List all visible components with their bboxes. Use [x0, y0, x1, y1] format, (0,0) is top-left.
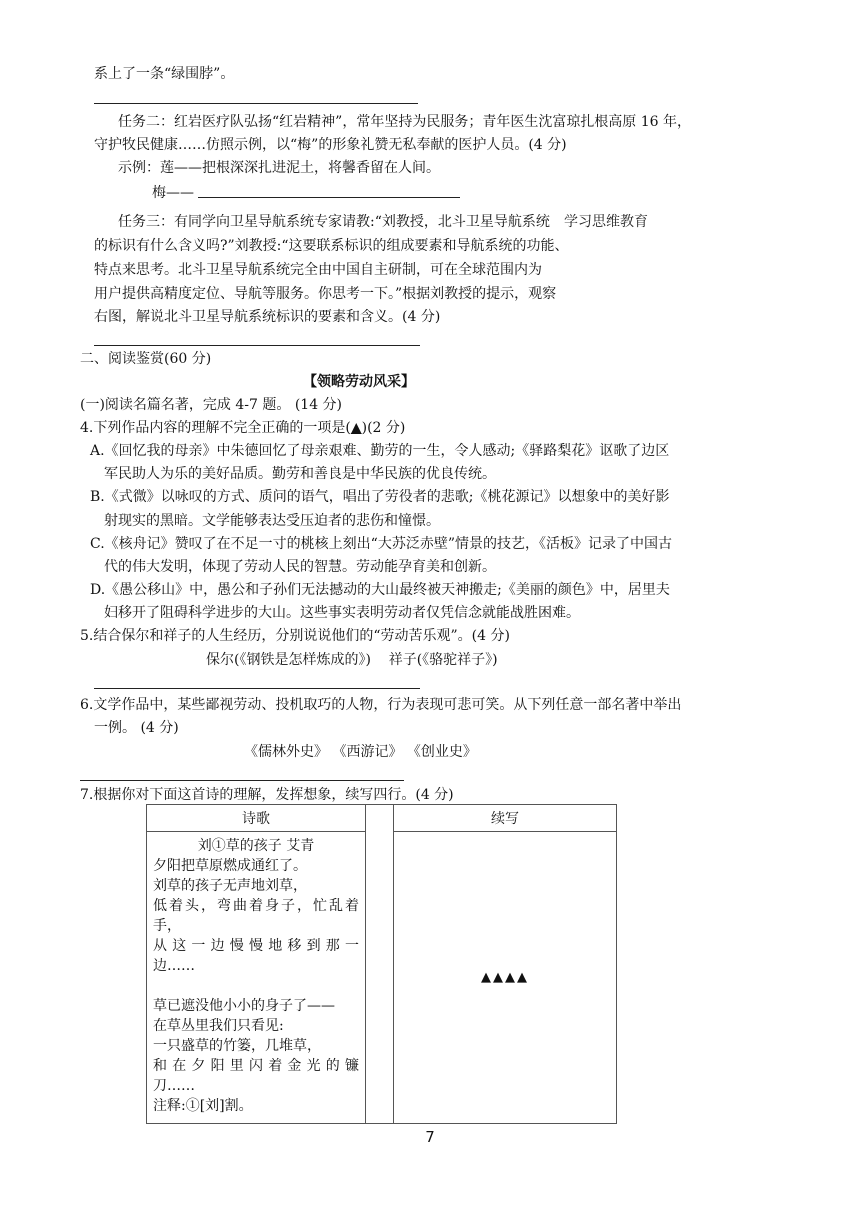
q4-option-d-cont: 妇移开了阻碍科学进步的大山。这些事实表明劳动者仅凭信念就能战胜困难。 — [104, 605, 580, 621]
table-spacer — [366, 805, 394, 1124]
poem-line: 边…… — [153, 958, 195, 974]
q4-option-c-cont: 代的伟大发明，体现了劳动人民的智慧。劳动能孕育美和创新。 — [104, 559, 496, 575]
q4-option-c: C.《核舟记》赞叹了在不足一寸的桃核上刻出“大苏泛赤壁”情景的技艺，《活板》记录了中国古 — [90, 536, 672, 552]
task3-line1: 任务三：有同学向卫星导航系统专家请教:“刘教授，北斗卫星导航系统 — [118, 214, 550, 230]
poem-line: 夕阳把草原燃成通红了。 — [153, 858, 307, 874]
task3-line5: 右图，解说北斗卫星导航系统标识的要素和含义。(4 分) — [94, 309, 441, 325]
q5-stem: 5.结合保尔和祥子的人生经历，分别说说他们的“劳动苦乐观”。(4 分) — [80, 628, 510, 644]
q4-stem — [80, 418, 405, 438]
continue-writing-cell[interactable] — [394, 832, 617, 1124]
poem-line: 刀…… — [153, 1078, 195, 1094]
section-theme: 【领略劳动风采】 — [303, 374, 415, 390]
poem-title: 刘①草的孩子 艾青 — [197, 838, 315, 854]
poem-line: 低着头，弯曲着身子，忙乱着 — [153, 898, 359, 914]
answer-line — [94, 345, 420, 346]
q6-stem-cont: 一例。 (4 分) — [94, 720, 179, 736]
watermark-text: 学习思维教育 — [564, 214, 648, 230]
section-heading: 二、阅读鉴赏(60 分) — [80, 351, 212, 367]
task3-line2: 的标识有什么含义吗?”刘教授:“这要联系标识的组成要素和导航系统的功能、 — [94, 238, 569, 254]
answer-blank-mark: ▲ — [350, 420, 362, 436]
q7-stem: 7.根据你对下面这首诗的理解，发挥想象，续写四行。(4 分) — [80, 787, 454, 803]
page-number: 7 — [425, 1128, 435, 1146]
q4-option-b-cont: 射现实的黑暗。文学能够表达受压迫者的悲伤和憧憬。 — [104, 513, 440, 529]
poem-line: 从这一边慢慢地移到那一 — [153, 938, 359, 954]
subsection-heading: (一)阅读名篇名著，完成 4-7 题。 (14 分) — [80, 397, 343, 413]
poem-column-header: 诗歌 — [147, 805, 366, 832]
q4-option-d: D.《愚公移山》中，愚公和子孙们无法撼动的大山最终被天神搬走;《美丽的颜色》中，居里夫 — [90, 582, 670, 598]
answer-line — [80, 780, 404, 781]
poem-footnote: 注释:①[刘]割。 — [153, 1098, 253, 1114]
q5-books: 保尔(《钢铁是怎样炼成的》) 祥子(《骆驼祥子》) — [206, 652, 498, 668]
poem-line: 手， — [153, 918, 181, 934]
q4-option-b: B.《式微》以咏叹的方式、质问的语气，唱出了劳役者的悲歌;《桃花源记》以想象中的美好影 — [90, 489, 670, 505]
q4-stem-score: )(2 分) — [361, 420, 406, 436]
q4-option-a-cont: 军民助人为乐的美好品质。勤劳和善良是中华民族的优良传统。 — [104, 466, 496, 482]
answer-line — [94, 103, 418, 104]
task2-example: 示例：莲——把根深深扎进泥土，将馨香留在人间。 — [118, 160, 440, 176]
poem-line — [153, 976, 359, 996]
poem-table — [146, 804, 617, 1124]
task2-line2: 守护牧民健康……仿照示例，以“梅”的形象礼赞无私奉献的医护人员。(4 分) — [94, 137, 567, 153]
poem-line: 在草丛里我们只看见: — [153, 1018, 284, 1034]
task3-line3: 特点来思考。北斗卫星导航系统完全由中国自主研制，可在全球范围内为 — [94, 262, 542, 278]
continue-column-header: 续写 — [394, 805, 617, 832]
poem-line: 草已遮没他小小的身子了—— — [153, 998, 335, 1014]
task2-line1: 任务二：红岩医疗队弘扬“红岩精神”，常年坚持为民服务；青年医生沈富琼扎根高原 16 年， — [118, 114, 692, 130]
q4-stem-text: 4.下列作品内容的理解不完全正确的一项是( — [80, 420, 351, 436]
answer-line — [94, 688, 420, 689]
q4-option-a: A.《回忆我的母亲》中朱德回忆了母亲艰难、勤劳的一生，令人感动;《驿路梨花》讴歌了边区 — [90, 443, 670, 459]
q6-stem: 6.文学作品中，某些鄙视劳动、投机取巧的人物，行为表现可悲可笑。从下列任意一部名著中举出 — [80, 697, 682, 713]
poem-line: 刘草的孩子无声地刘草， — [153, 878, 307, 894]
poem-line: 一只盛草的竹篓，几堆草， — [153, 1038, 321, 1054]
answer-placeholder-marks: ▲▲▲▲ — [481, 970, 529, 985]
continuation-text: 系上了一条“绿围脖”。 — [94, 66, 235, 82]
q6-books: 《儒林外史》 《西游记》 《创业史》 — [244, 744, 477, 760]
task3-line4: 用户提供高精度定位、导航等服务。你思考一下。”根据刘教授的提示，观察 — [94, 286, 557, 302]
task2-plum: 梅—— — [152, 185, 194, 201]
answer-line — [198, 197, 460, 198]
poem-cell — [147, 832, 366, 1124]
poem-line: 和在夕阳里闪着金光的镰 — [153, 1058, 359, 1074]
